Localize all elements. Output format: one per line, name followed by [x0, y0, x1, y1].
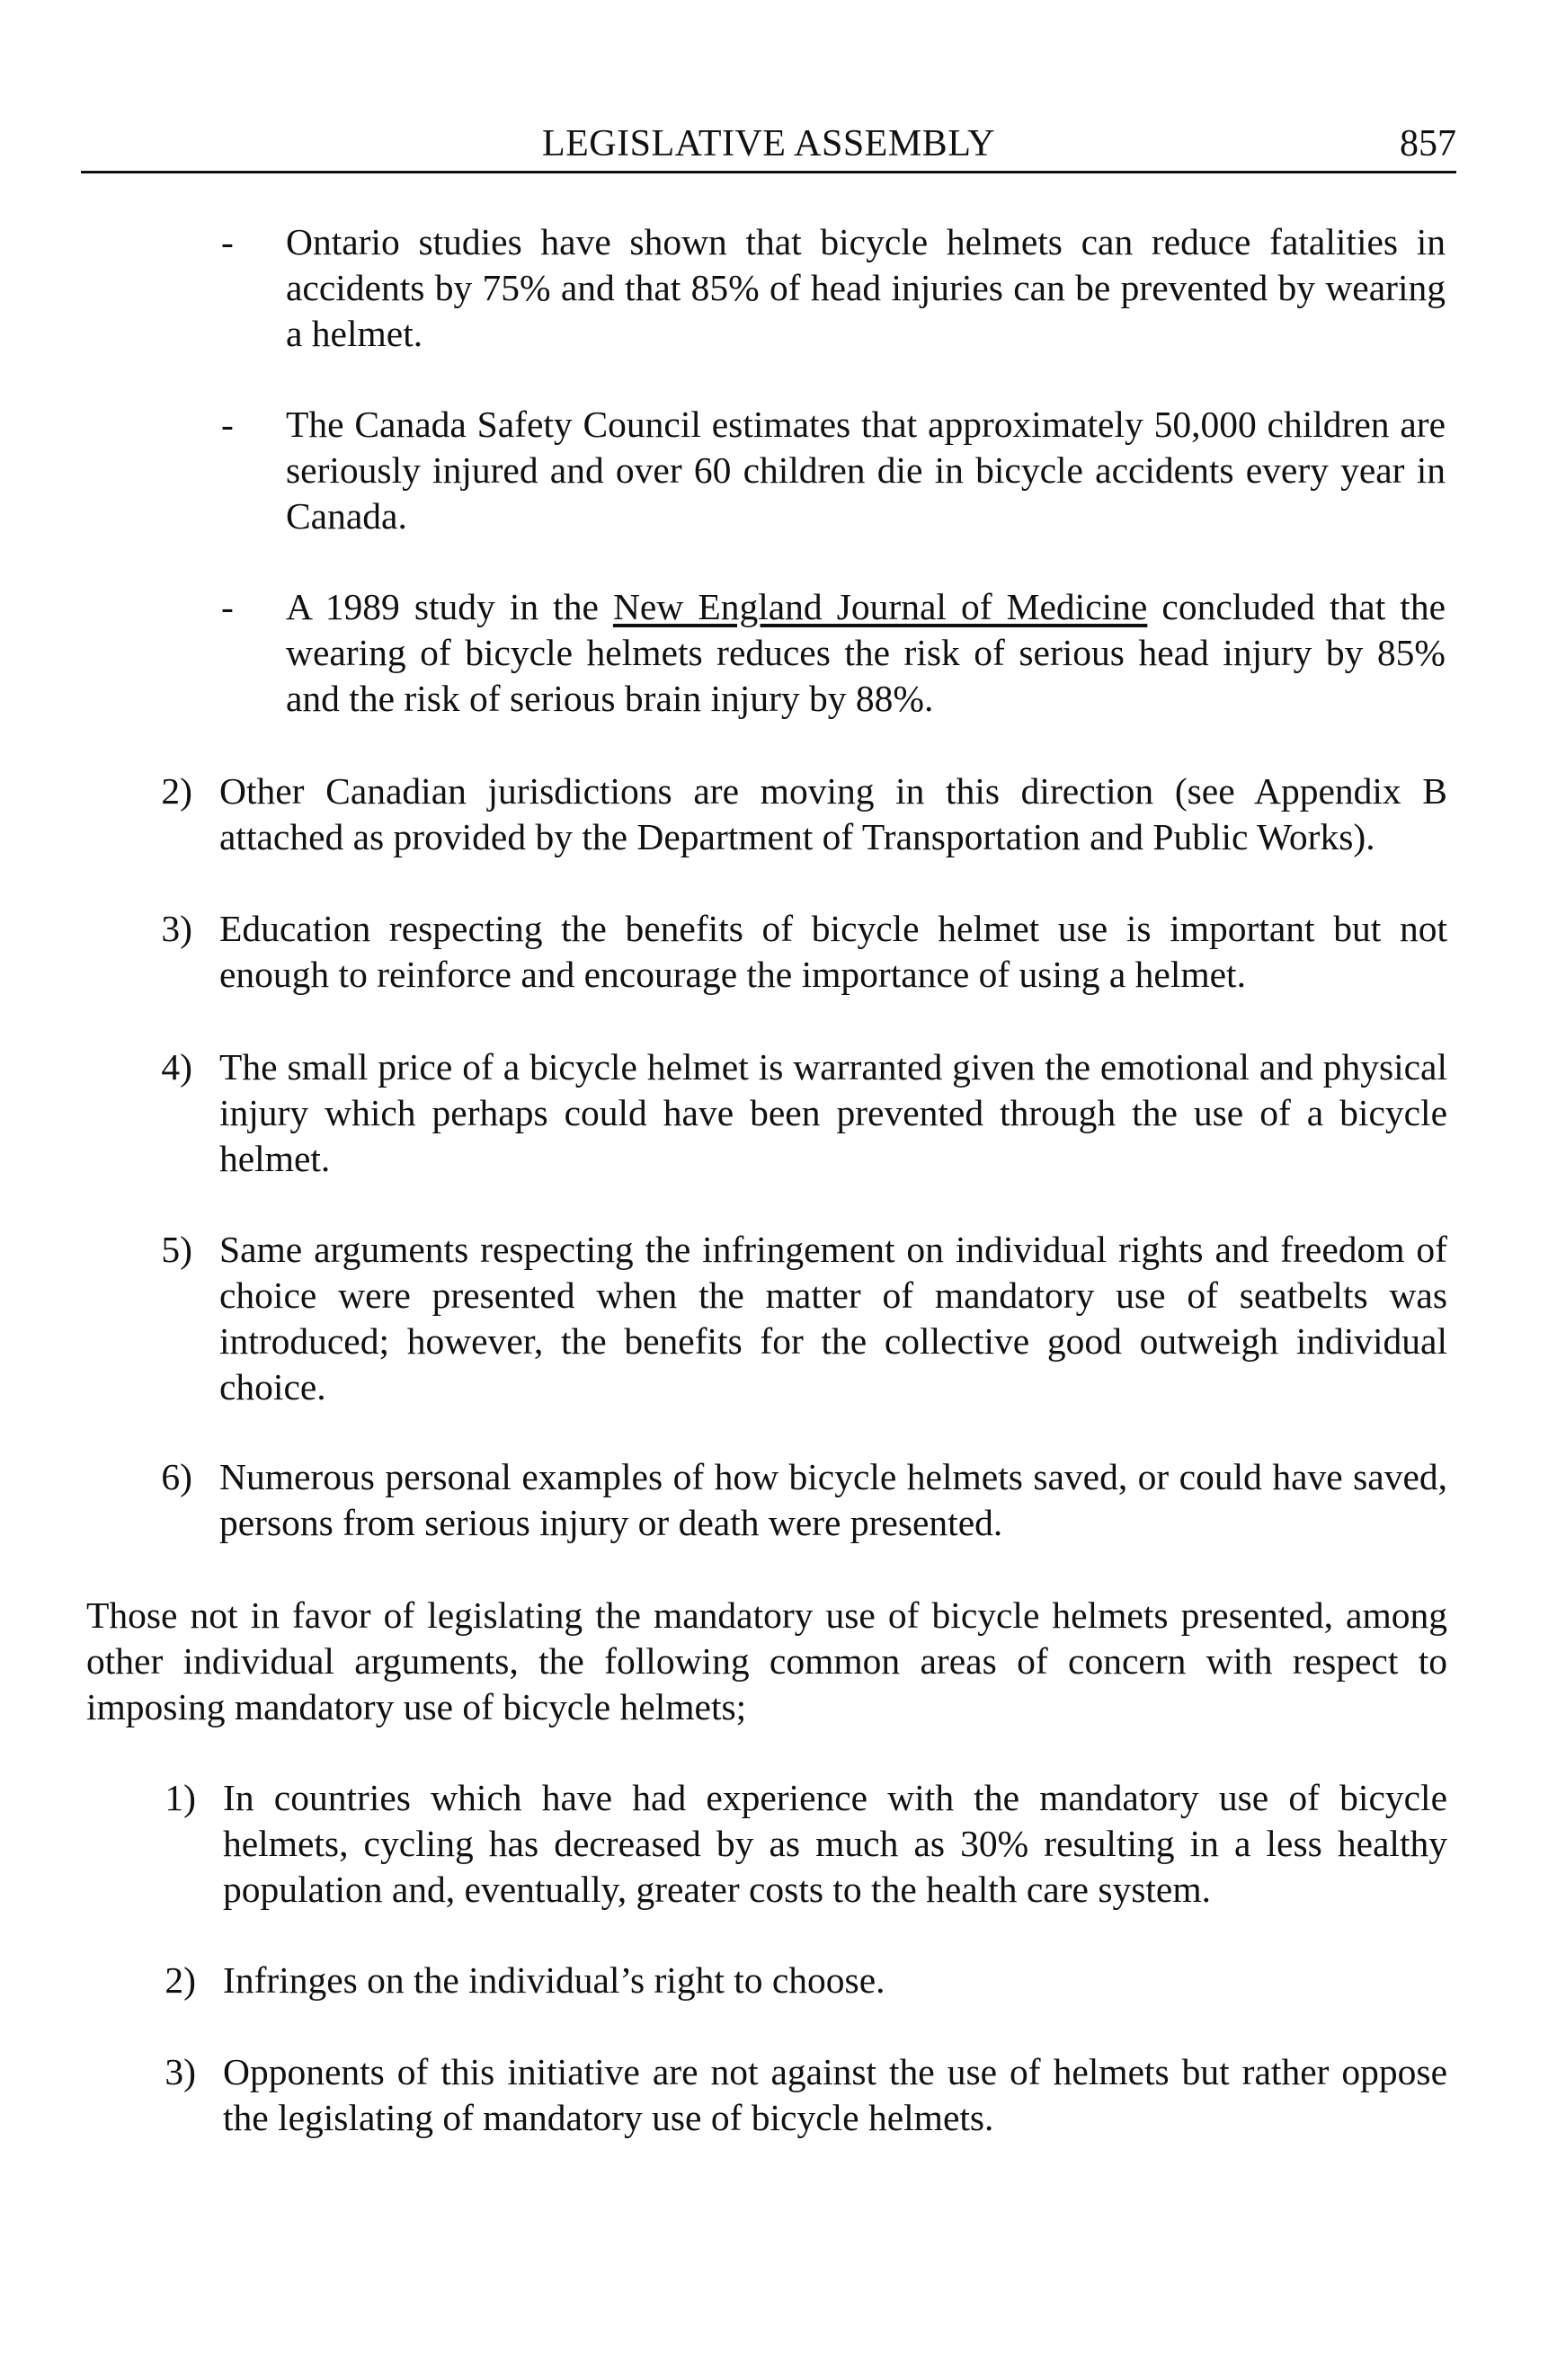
item-text: Numerous personal examples of how bicycle helmets saved, or could have saved, persons from serious injury or death were presented. [219, 1456, 1447, 1543]
page-header [81, 117, 1456, 173]
numbered-item [165, 2049, 1447, 2141]
item-number: 2) [161, 770, 192, 812]
header-title: LEGISLATIVE ASSEMBLY [542, 123, 995, 164]
numbered-item [161, 768, 1447, 860]
item-number: 6) [161, 1456, 192, 1497]
dash-item-text-after: concluded that the wearing of bicycle helmets reduces the risk of serious head injury by 85% and the risk of serious brain injury by 88%. [286, 586, 1446, 719]
item-text: In countries which have had experience with the mandatory use of bicycle helmets, cycling has decreased by as much as 30% resulting in a less healthy population and, eventually, greater costs to the health care system. [223, 1777, 1447, 1910]
dash-marker: - [221, 404, 234, 445]
dash-item [221, 402, 1446, 539]
numbered-item [161, 1454, 1447, 1546]
dash-marker: - [221, 586, 234, 627]
dash-item-text: The Canada Safety Council estimates that approximately 50,000 children are seriously injured and over 60 children die in bicycle accidents every year in Canada. [286, 404, 1446, 537]
numbered-item [161, 1044, 1447, 1182]
item-text: Infringes on the individual’s right to choose. [223, 1959, 885, 2001]
dash-marker: - [221, 221, 234, 262]
journal-title: New England Journal of Medicine [612, 586, 1148, 627]
dash-item-text: Ontario studies have shown that bicycle helmets can reduce fatalities in accidents by 75% and that 85% of head injuries can be prevented by wearing a helmet. [286, 221, 1446, 354]
item-text: Opponents of this initiative are not against the use of helmets but rather oppose the legislating of mandatory use of bicycle helmets. [223, 2051, 1447, 2138]
item-number: 1) [165, 1777, 196, 1818]
item-number: 3) [165, 2051, 196, 2092]
opposed-intro-paragraph: Those not in favor of legislating the mandatory use of bicycle helmets presented, among other individual arguments, the following common areas of concern with respect to imposing mandatory use of bicycle helmets; [86, 1594, 1447, 1727]
dash-item-text-before: A 1989 study in the [286, 586, 613, 627]
numbered-item [161, 1227, 1447, 1410]
numbered-item [165, 1958, 1447, 2003]
numbered-item [161, 906, 1447, 998]
item-text: Same arguments respecting the infringement on individual rights and freedom of choice were presented when the matter of mandatory use of seatbelts was introduced; however, the benefits for the collective good outweigh individual choice. [219, 1229, 1447, 1408]
item-text: The small price of a bicycle helmet is warranted given the emotional and physical injury which perhaps could have been prevented through the use of a bicycle helmet. [219, 1046, 1447, 1179]
numbered-item [165, 1775, 1447, 1913]
item-number: 4) [161, 1046, 192, 1088]
item-number: 2) [165, 1959, 196, 2001]
dash-item [221, 219, 1446, 357]
item-number: 5) [161, 1229, 192, 1270]
item-number: 3) [161, 908, 192, 949]
dash-item [221, 584, 1446, 722]
page-number: 857 [1400, 123, 1456, 164]
item-text: Education respecting the benefits of bicycle helmet use is important but not enough to reinforce and encourage the importance of using a helmet. [219, 908, 1447, 995]
item-text: Other Canadian jurisdictions are moving in this direction (see Appendix B attached as provided by the Department of Transportation and Public Works). [219, 770, 1447, 857]
